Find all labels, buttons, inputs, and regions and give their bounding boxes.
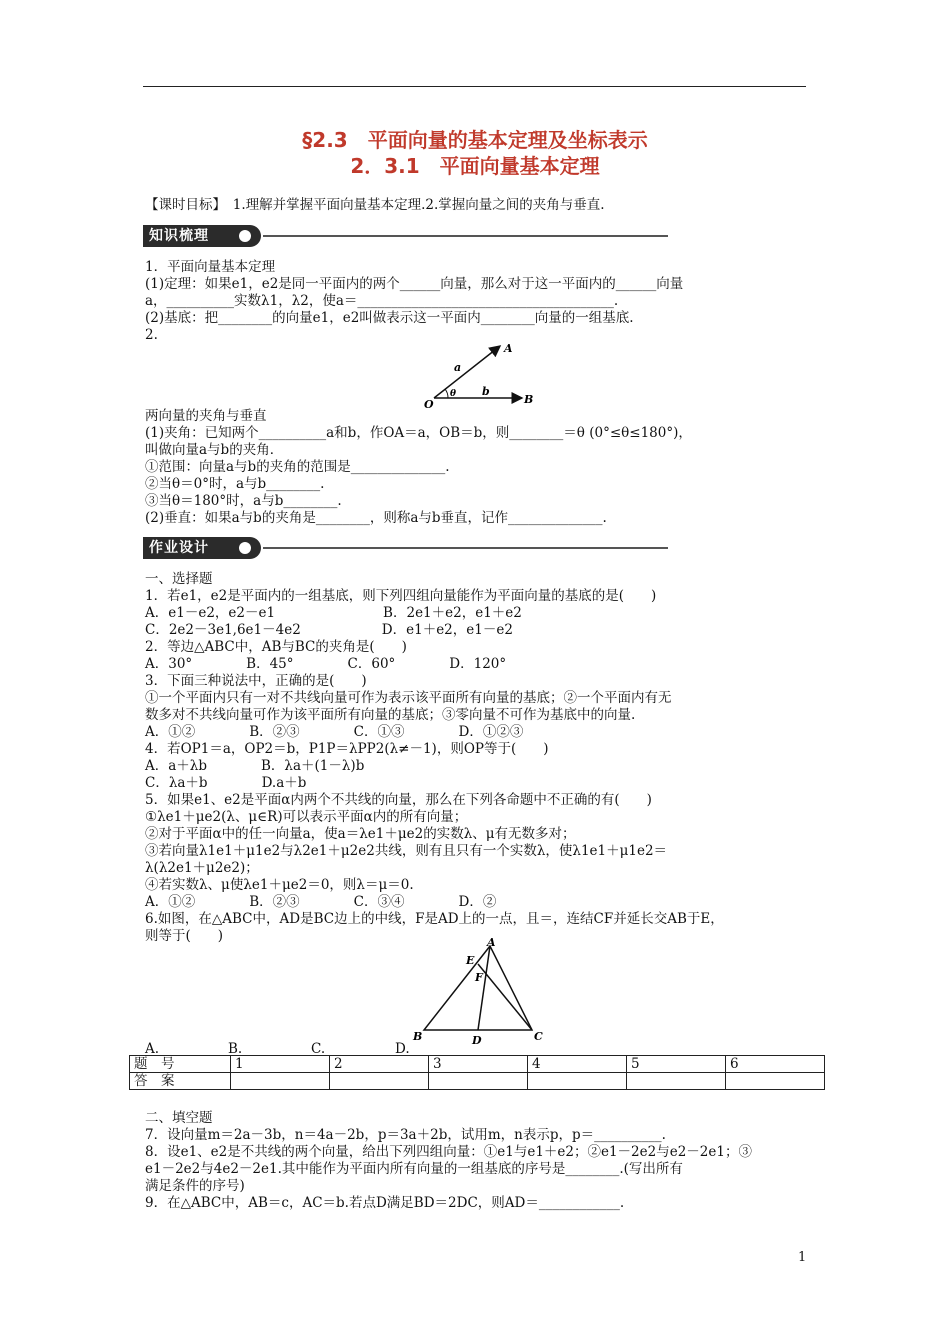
answer-cell [627,1073,726,1090]
knowledge-line: (1)定理：如果e1，e2是同一平面内的两个______向量，那么对于这一平面内的______向量 [145,276,684,292]
homework-line: 6.如图，在△ABC中，AD是BC边上的中线，F是AD上的一点，且＝，连结CF并延长交AB于E， [145,911,724,927]
angle-line: ①范围：向量a与b的夹角的范围是______________. [145,459,450,475]
angle-line: ②当θ＝0°时，a与b________. [145,476,325,492]
vector-a-arrow [434,346,500,398]
section-rule [263,235,668,237]
q6-option-b: B. [228,1041,243,1057]
q6-option-d: D. [395,1041,410,1057]
table-cell: 题 号 [130,1056,231,1073]
homework-line: A．30° B．45° C．60° D．120° [145,656,507,672]
section-title-homework: 作业设计 [143,537,261,559]
knowledge-line: 2. [145,327,158,343]
homework-line: 一、选择题 [145,571,213,587]
page-title: §2.3 平面向量的基本定理及坐标表示 [302,128,648,152]
table-cell: 4 [528,1056,627,1073]
label-C: C [534,1030,543,1043]
label-A: A [504,342,513,355]
answer-cell [231,1073,330,1090]
answer-cell [330,1073,429,1090]
homework-line: ①一个平面内只有一对不共线向量可作为表示该平面所有向量的基底；②一个平面内有无 [145,690,672,706]
table-row [130,1056,825,1073]
label-A: A [487,936,496,949]
answer-cell [726,1073,825,1090]
fill-line: 满足条件的序号) [145,1178,245,1194]
angle-line: 两向量的夹角与垂直 [145,408,267,424]
angle-line: 叫做向量a与b的夹角． [145,442,284,458]
answer-cell [528,1073,627,1090]
homework-line: 1．若e1，e2是平面内的一组基底，则下列四组向量能作为平面向量的基底的是( ) [145,588,657,604]
table-cell: 答 案 [130,1073,231,1090]
line-ce [478,964,532,1030]
homework-line: C．2e2－3e1,6e1－4e2 D．e1＋e2，e1－e2 [145,622,513,638]
homework-line: C．λa＋b D.a＋b [145,775,307,791]
homework-line: ②对于平面α中的任一向量a，使a＝λe1＋μe2的实数λ、μ有无数多对； [145,826,576,842]
homework-line: 则等于( ) [145,928,224,944]
label-F: F [475,971,483,984]
label-b: b [482,385,490,398]
fill-line: 二、填空题 [145,1110,213,1126]
table-cell: 5 [627,1056,726,1073]
bullet-dot [239,230,251,242]
homework-line: 5．如果e1、e2是平面α内两个不共线的向量，那么在下列各命题中不正确的有( ) [145,792,652,808]
homework-line: λ(λ2e1＋μ2e2)； [145,860,259,876]
page-number: 1 [798,1250,807,1265]
homework-line: A．①② B．②③ C．③④ D．② [145,894,497,910]
homework-line: A．a＋λb B．λa＋(1－λ)b [145,758,365,774]
answer-table [129,1055,825,1090]
table-row [130,1073,825,1090]
homework-line: 4．若OP1＝a，OP2＝b，P1P＝λPP2(λ≠－1)，则OP等于( ) [145,741,549,757]
knowledge-line: 1．平面向量基本定理 [145,259,276,275]
label-B: B [413,1030,423,1043]
label-E: E [466,954,475,967]
fill-line: e1－2e2与4e2－2e1.其中能作为平面内所有向量的一组基底的序号是________.(写出所有 [145,1161,683,1177]
triangle-figure [408,934,558,1046]
bullet-dot [239,542,251,554]
q6-option-c: C. [311,1041,326,1057]
section-rule [263,547,668,549]
homework-line: ④若实数λ、μ使λe1＋μe2＝0，则λ＝μ＝0. [145,877,414,893]
triangle-abc [424,946,532,1030]
label-D: D [472,1034,482,1046]
angle-line: (2)垂直：如果a与b的夹角是________，则称a与b垂直，记作______________. [145,510,607,526]
label-B: B [524,393,534,406]
page-subtitle: 2．3.1 平面向量基本定理 [350,154,600,178]
header-rule [143,86,806,87]
fill-line: 7．设向量m＝2a－3b，n＝4a－2b，p＝3a＋2b，试用m，n表示p，p＝__________. [145,1127,666,1143]
table-cell: 2 [330,1056,429,1073]
angle-line: ③当θ＝180°时，a与b________. [145,493,342,509]
table-cell: 6 [726,1056,825,1073]
homework-line: 2．等边△ABC中，AB与BC的夹角是( ) [145,639,407,655]
homework-line: ①λe1＋μe2(λ、μ∈R)可以表示平面α内的所有向量； [145,809,468,825]
objective: 【课时目标】 1.理解并掌握平面向量基本定理.2.掌握向量之间的夹角与垂直. [145,197,605,213]
homework-line: ③若向量λ1e1＋μ1e2与λ2e1＋μ2e2共线，则有且只有一个实数λ，使λ1e1＋μ1e2＝ [145,843,668,859]
label-a: a [454,361,462,374]
label-O: O [424,398,434,411]
fill-line: 9．在△ABC中，AB＝c，AC＝b.若点D满足BD＝2DC，则AD＝____________. [145,1195,625,1211]
q6-option-a: A. [145,1041,160,1057]
homework-line: A．e1－e2，e2－e1 B．2e1＋e2，e1＋e2 [145,605,522,621]
homework-line: A．①② B．②③ C．①③ D．①②③ [145,724,524,740]
fill-line: 8．设e1、e2是不共线的两个向量，给出下列四组向量：①e1与e1＋e2；②e1－2e2与e2－2e1；③ [145,1144,752,1160]
angle-line: (1)夹角：已知两个__________a和b，作OA＝a，OB＝b，则________＝θ (0°≤θ≤180°)， [145,425,692,441]
knowledge-line: a，__________实数λ1，λ2，使a＝______________________________________. [145,293,619,309]
section-title-knowledge: 知识梳理 [143,225,261,247]
table-cell: 3 [429,1056,528,1073]
label-theta: θ [450,389,457,399]
homework-line: 3．下面三种说法中，正确的是( ) [145,673,367,689]
vector-angle-figure [410,336,540,412]
homework-line: 数多对不共线向量可作为该平面所有向量的基底；③零向量不可作为基底中的向量. [145,707,636,723]
answer-cell [429,1073,528,1090]
angle-arc [445,389,448,398]
table-cell: 1 [231,1056,330,1073]
knowledge-line: (2)基底：把________的向量e1，e2叫做表示这一平面内________向量的一组基底. [145,310,634,326]
